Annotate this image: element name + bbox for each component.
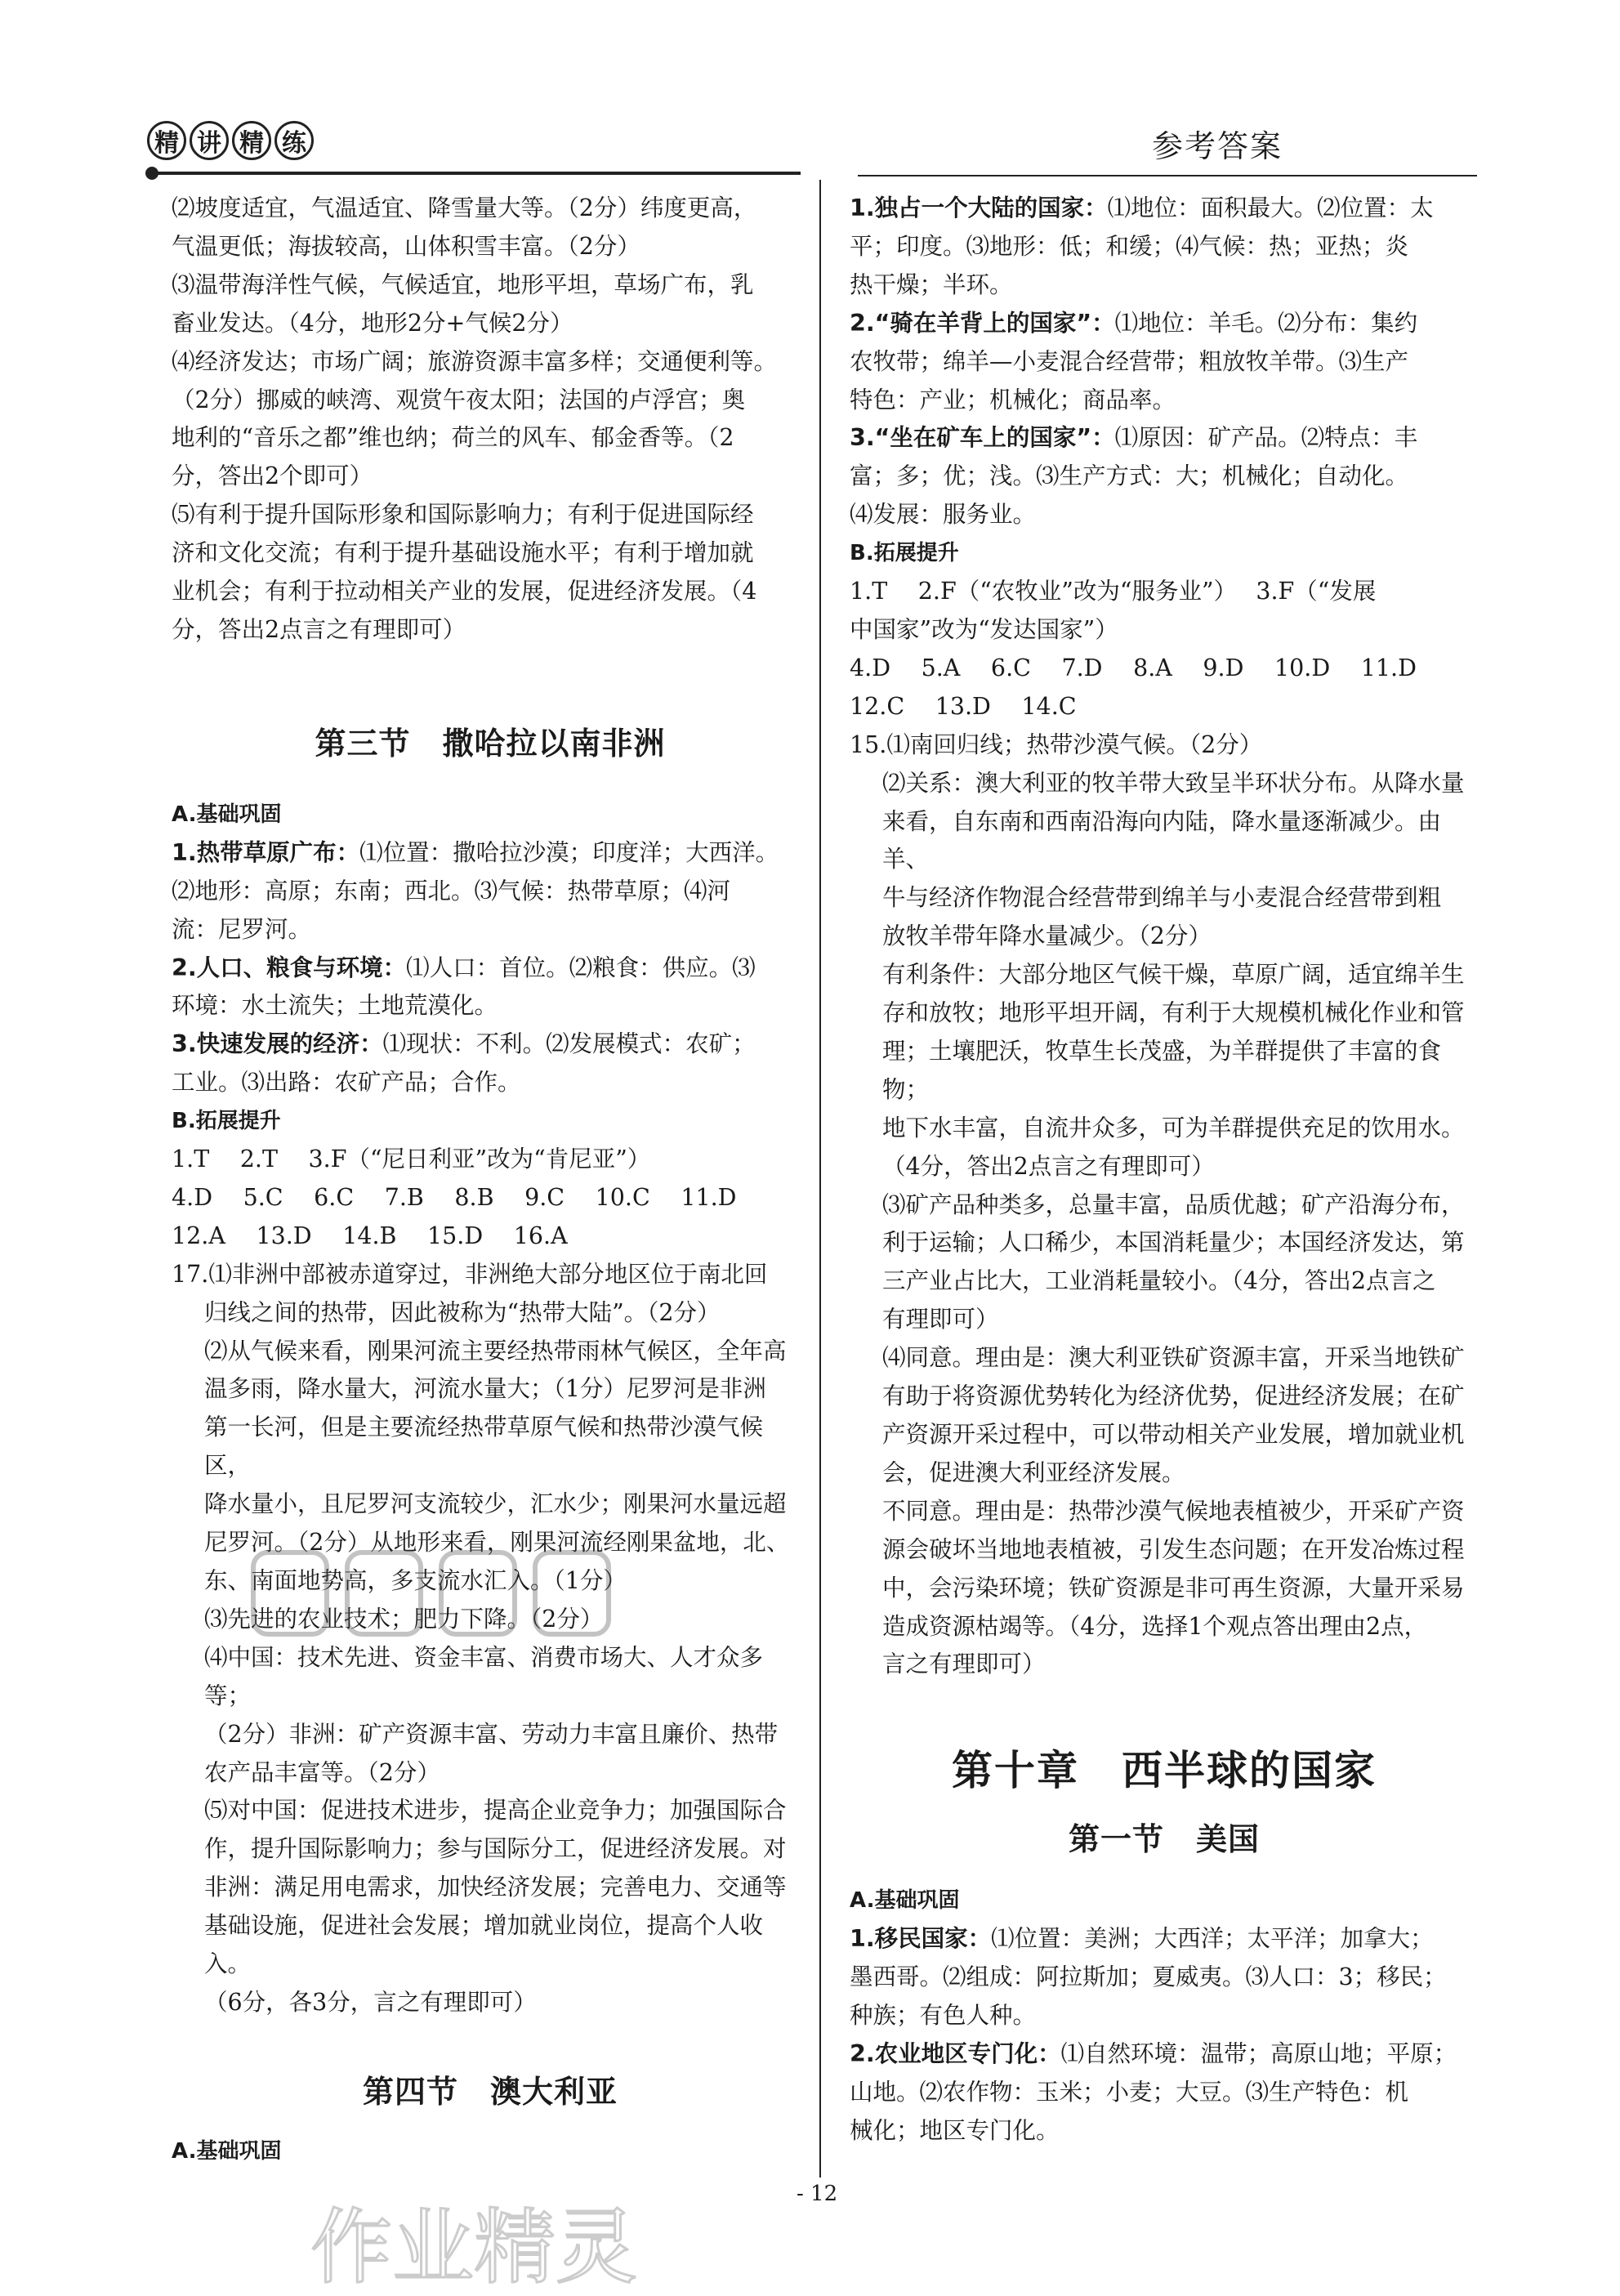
text-line: ⑶矿产品种类多，总量丰富，品质优越；矿产沿海分布， [882,1190,1465,1218]
text-line: ⑷发展：服务业。 [850,501,1037,529]
text-line: 富；多；优；浅。⑶生产方式：大；机械化；自动化。 [850,462,1409,490]
text-line: 农牧带；绵羊—小麦混合经营带；粗放牧羊带。⑶生产 [850,347,1409,375]
text-line: 分，答出2个即可） [172,462,373,490]
subsection-label: B.拓展提升 [850,541,959,566]
item-heading: 3.快速发展的经济： [172,1030,383,1058]
item-text: ⑴位置：美洲；大西洋；太平洋；加拿大； [991,1925,1434,1953]
answer-line: 4.D 5.C 6.C 7.B 8.B 9.C 10.C 11.D [172,1183,737,1211]
watermark-logo [245,1536,637,1651]
text-line: ⑶温带海洋性气候，气候适宜，地形平坦，草场广布，乳 [172,270,754,298]
text-line: （4分，答出2点言之有理即可） [882,1152,1215,1180]
text-line: 不同意。理由是：热带沙漠气候地表植被少，开采矿产资 [882,1497,1465,1525]
text-line: 种族；有色人种。 [850,2002,1037,2030]
text-line [850,2035,1479,2074]
text-line [850,190,1479,228]
item-text: ⑴地位：面积最大。⑵位置：太 [1107,194,1434,221]
text-line: 第一长河，但是主要流经热带草原气候和热带沙漠气候区， [204,1414,764,1480]
page-number: - 12 [797,2182,838,2206]
section-title: 第四节 澳大利亚 [362,2073,618,2110]
text-line: ⑸对中国：促进技术进步，提高企业竞争力；加强国际合 [204,1797,787,1825]
text-line [172,1025,809,1064]
text-line [850,1920,1479,1959]
text-line: 作，提升国际影响力；参与国际分工，促进经济发展。对 [204,1835,787,1863]
text-line [172,949,809,988]
answer-line: 中国家”改为“发达国家”） [850,615,1118,643]
header-rule [155,172,801,175]
brand-char: 精 [232,121,271,160]
text-line: 三产业占比大，工业消耗量较小。（4分，答出2点言之 [882,1267,1436,1295]
text-line: 分，答出2点言之有理即可） [172,615,466,643]
text-line: 造成资源枯竭等。（4分，选择1个观点答出理由2点， [882,1612,1428,1640]
text-line: 流：尼罗河。 [172,915,312,943]
text-line: 中，会污染环境；铁矿资源是非可再生资源，大量开采易 [882,1574,1465,1601]
text-line: ⑵关系：澳大利亚的牧羊带大致呈半环状分布。从降水量 [882,769,1465,797]
item-text: ⑴现状：不利。⑵发展模式：农矿； [382,1030,756,1058]
text-line: 有助于将资源优势转化为经济优势，促进经济发展；在矿 [882,1383,1465,1410]
text-line: 源会破坏当地地表植被，引发生态问题；在开发冶炼过程 [882,1535,1465,1563]
text-line: ⑶先进的农业技术；肥力下降。（2分） [204,1605,604,1633]
text-line: 工业。⑶出路：农矿产品；合作。 [172,1069,521,1097]
left-column [172,190,809,2171]
text-line: 平；印度。⑶地形：低；和缓；⑷气候：热；亚热；炎 [850,232,1409,260]
text-line: 农产品丰富等。（2分） [204,1758,440,1786]
text-line: 降水量小，且尼罗河支流较少，汇水少；刚果河水量远超 [204,1490,787,1518]
text-line: 热干燥；半环。 [850,270,1013,298]
text-line: ⑷中国：技术先进、资金丰富、消费市场大、人才众多等； [204,1643,764,1709]
item-text: ⑴位置：撒哈拉沙漠；印度洋；大西洋。 [359,838,779,866]
text-line: ⑸有利于提升国际形象和国际影响力；有利于促进国际经 [172,501,754,529]
text-line: 言之有理即可） [882,1651,1046,1678]
answer-line: 4.D 5.A 6.C 7.D 8.A 9.D 10.D 11.D [850,654,1417,681]
subsection-label: A.基础巩固 [172,2138,282,2164]
text-line: 山地。⑵农作物：玉米；小麦；大豆。⑶生产特色：机 [850,2078,1409,2106]
page-header [0,0,1620,180]
text-line: 械化；地区专门化。 [850,2116,1060,2144]
text-line: 产资源开采过程中，可以带动相关产业发展，增加就业机 [882,1421,1465,1448]
text-line: 存和放牧；地形平坦开阔，有利于大规模机械化作业和管 [882,999,1465,1027]
text-line [172,834,809,873]
text-line: （6分，各3分，言之有理即可） [204,1988,537,2016]
text-line: 利于运输；人口稀少，本国消耗量少；本国经济发达，第 [882,1229,1465,1257]
item-heading: 2.农业地区专门化： [850,2039,1061,2067]
header-rule [858,175,1477,176]
item-heading: 2.“骑在羊背上的国家”： [850,309,1115,337]
answer-line: 1.T 2.F（“农牧业”改为“服务业”） 3.F（“发展 [850,578,1377,605]
text-line: 会，促进澳大利亚经济发展。 [882,1458,1185,1486]
item-text: ⑴自然环境：温带；高原山地；平原； [1060,2039,1457,2067]
item-heading: 2.人口、粮食与环境： [172,954,407,981]
text-line: 有理即可） [882,1306,999,1333]
answer-line: 12.A 13.D 14.B 15.D 16.A [172,1222,568,1249]
subsection-label: B.拓展提升 [172,1109,281,1134]
text-line: 17.⑴非洲中部被赤道穿过，非洲绝大部分地区位于南北回 [172,1260,768,1288]
chapter-title: 第十章 西半球的国家 [952,1747,1377,1795]
text-line: 畜业发达。（4分，地形2分+气候2分） [172,309,573,337]
text-line: 环境：水土流失；土地荒漠化。 [172,992,498,1020]
text-line: ⑵坡度适宜，气温适宜、降雪量大等。（2分）纬度更高， [172,194,757,221]
item-text: ⑴地位：羊毛。⑵分布：集约 [1114,309,1418,337]
text-line: 15.⑴南回归线；热带沙漠气候。（2分） [850,730,1263,758]
section-title: 第一节 美国 [1068,1821,1260,1858]
section-title: 第三节 撒哈拉以南非洲 [315,725,666,762]
watermark-logo [245,2198,703,2296]
text-line: 地下水丰富，自流井众多，可为羊群提供充足的饮用水。 [882,1114,1465,1141]
text-line [850,419,1479,458]
text-line: 基础设施，促进社会发展；增加就业岗位，提高个人收入。 [204,1912,764,1978]
answer-line: 12.C 13.D 14.C [850,692,1077,720]
answer-line: 1.T 2.T 3.F（“尼日利亚”改为“肯尼亚”） [172,1146,651,1173]
item-text: ⑴原因：矿产品。⑵特点：丰 [1114,424,1418,452]
item-heading: 3.“坐在矿车上的国家”： [850,424,1115,452]
text-line: ⑵地形：高原；东南；西北。⑶气候：热带草原；⑷河 [172,877,731,905]
brand-char: 精 [147,121,186,160]
subsection-label: A.基础巩固 [172,802,282,827]
text-line: 气温更低；海拔较高，山体积雪丰富。（2分） [172,232,640,260]
text-line: 有利条件：大部分地区气候干燥，草原广阔，适宜绵羊生 [882,961,1465,989]
text-line: 放牧羊带年降水量减少。（2分） [882,922,1212,950]
item-heading: 1.独占一个大陆的国家： [850,194,1108,221]
brand-char: 练 [274,121,314,160]
text-line: 温多雨，降水量大，河流水量大；（1分）尼罗河是非洲 [204,1375,766,1403]
right-column [850,190,1479,2151]
text-line: 墨西哥。⑵组成：阿拉斯加；夏威夷。⑶人口：3；移民； [850,1963,1447,1991]
text-line: 东、南面地势高，多支流水汇入。（1分） [204,1567,627,1594]
text-line [850,305,1479,343]
text-line: 济和文化交流；有利于提升基础设施水平；有利于增加就 [172,539,754,567]
text-line: 归线之间的热带，因此被称为“热带大陆”。（2分） [204,1298,721,1326]
text-line: ⑵从气候来看，刚果河流主要经热带雨林气候区，全年高 [204,1337,787,1365]
text-line: （2分）非洲：矿产资源丰富、劳动力丰富且廉价、热带 [204,1720,779,1748]
column-divider [819,180,821,2178]
watermark-text: 作业精灵 [310,2200,637,2295]
text-line: 业机会；有利于拉动相关产业的发展，促进经济发展。（4 [172,578,757,605]
text-line: 非洲：满足用电需求，加快经济发展；完善电力、交通等 [204,1874,787,1901]
text-line: 尼罗河。（2分）从地形来看，刚果河流经刚果盆地，北、 [204,1529,790,1557]
text-line: （2分）挪威的峡湾、观赏午夜太阳；法国的卢浮宫；奥 [172,386,746,413]
text-line: ⑷同意。理由是：澳大利亚铁矿资源丰富，开采当地铁矿 [882,1344,1465,1372]
text-line: ⑷经济发达；市场广阔；旅游资源丰富多样；交通便利等。 [172,347,778,375]
text-line: 特色：产业；机械化；商品率。 [850,386,1176,413]
header-title: 参考答案 [1152,128,1283,164]
subsection-label: A.基础巩固 [850,1888,960,1914]
item-text: ⑴人口：首位。⑵粮食：供应。⑶ [406,954,756,981]
brand-logo [147,121,314,160]
brand-char: 讲 [190,121,229,160]
text-line: 地利的“音乐之都”维也纳；荷兰的风车、郁金香等。（2 [172,424,734,452]
text-line: 牛与经济作物混合经营带到绵羊与小麦混合经营带到粗 [882,884,1442,912]
item-heading: 1.移民国家： [850,1925,992,1953]
text-line: 来看，自东南和西南沿海向内陆，降水量逐渐减少。由羊、 [882,807,1442,873]
item-heading: 1.热带草原广布： [172,838,360,866]
text-line: 理；土壤肥沃，牧草生长茂盛，为羊群提供了丰富的食物； [882,1037,1442,1103]
